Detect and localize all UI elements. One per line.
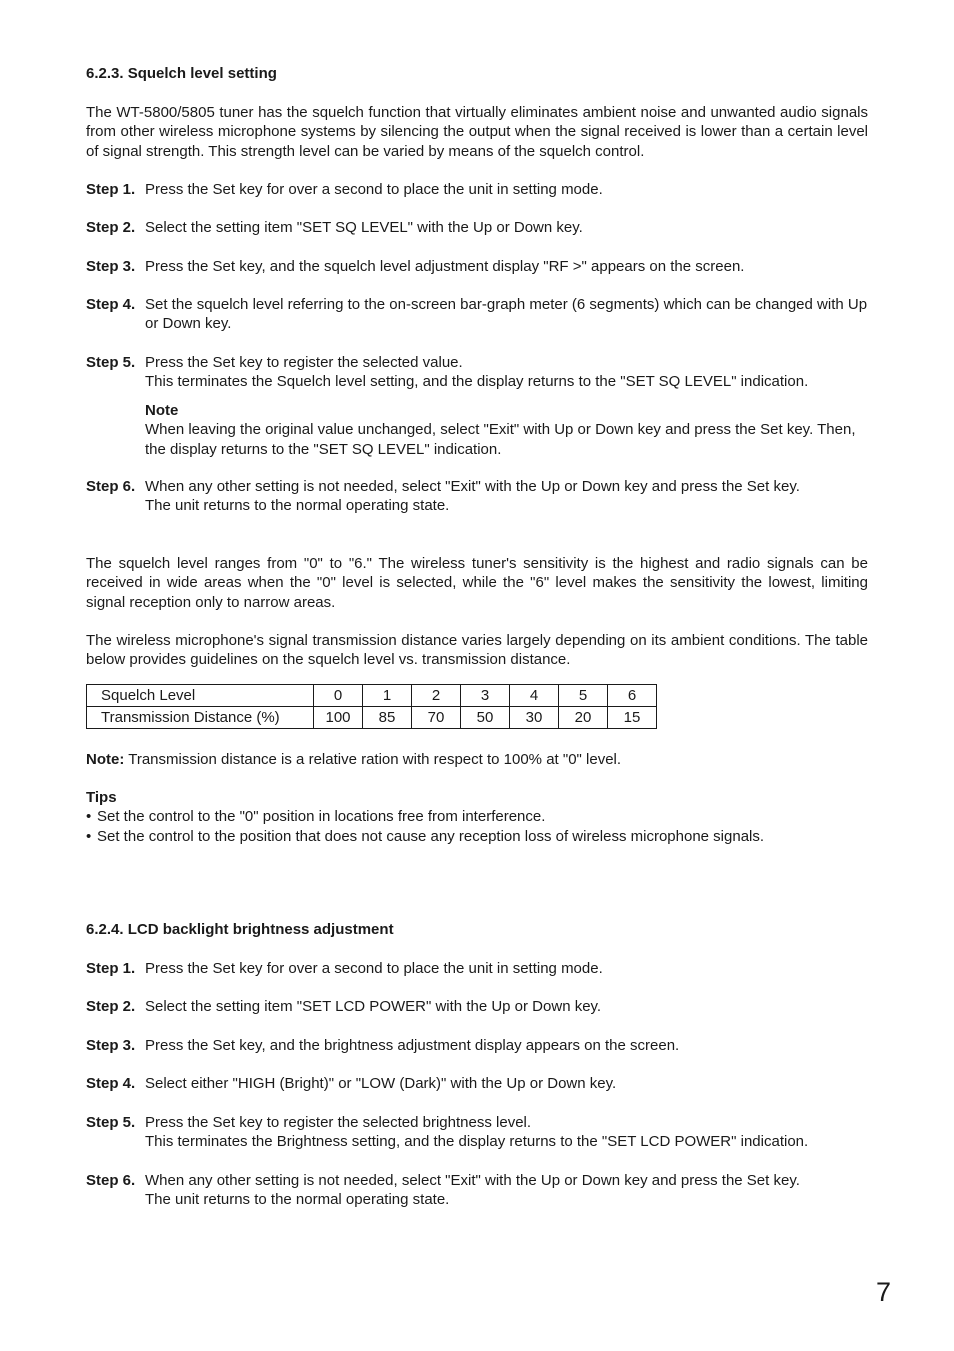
step-label: Step 6. [86, 1172, 136, 1189]
lcd-step-1 [86, 959, 876, 978]
step-text: Press the Set key for over a second to place the unit in setting mode. [145, 960, 603, 977]
bullet-icon: • [86, 808, 92, 826]
table-cell: 1 [363, 685, 412, 707]
page-number: 7 [876, 1277, 892, 1307]
row-label-transmission-distance: Transmission Distance (%) [87, 707, 314, 729]
distance-paragraph: The wireless microphone's signal transmission distance varies largely depending on its ambient conditions. The table below provides guidelines on the squelch level vs. transmission distance. [86, 632, 868, 669]
step-label: Step 4. [86, 296, 136, 313]
squelch-step-3 [86, 257, 876, 276]
row-label-squelch-level: Squelch Level [87, 685, 314, 707]
lcd-step-6 [86, 1171, 876, 1210]
step-text: Press the Set key to register the selected value. [145, 354, 463, 371]
lcd-step-2 [86, 997, 876, 1016]
step-text: Press the Set key, and the brightness adjustment display appears on the screen. [145, 1037, 680, 1054]
tips-item-text: Set the control to the position that does not cause any reception loss of wireless microphone signals. [97, 827, 765, 845]
tips-item [86, 827, 876, 846]
squelch-step-5 [86, 353, 876, 392]
tips-block [86, 788, 876, 846]
squelch-intro-paragraph: The WT-5800/5805 tuner has the squelch function that virtually eliminates ambient noise and unwanted audio signals from other wireless microphone systems by silencing the output when the signal received is lower than a certain level of signal strength. This strength level can be varied by means of the squelch control. [86, 104, 868, 160]
squelch-step-2 [86, 218, 876, 237]
bullet-icon: • [86, 827, 92, 845]
step-label: Step 2. [86, 998, 136, 1015]
table-cell: 0 [314, 685, 363, 707]
step-text: When any other setting is not needed, select "Exit" with the Up or Down key and press the Set key. [145, 478, 800, 495]
step-label: Step 1. [86, 960, 136, 977]
tips-title: Tips [86, 789, 117, 806]
step-label: Step 6. [86, 478, 136, 495]
table-cell: 100 [314, 707, 363, 729]
table-cell: 5 [559, 685, 608, 707]
step-text: The unit returns to the normal operating state. [145, 1191, 450, 1209]
table-cell: 30 [510, 707, 559, 729]
tips-item [86, 807, 876, 826]
squelch-distance-table [86, 684, 657, 729]
step-text: Press the Set key for over a second to place the unit in setting mode. [145, 181, 603, 198]
squelch-step-1 [86, 180, 876, 199]
squelch-note [145, 401, 875, 459]
step-text: Press the Set key to register the selected brightness level. [145, 1114, 532, 1131]
table-cell: 15 [608, 707, 657, 729]
table-cell: 2 [412, 685, 461, 707]
step-text: Select the setting item "SET LCD POWER" with the Up or Down key. [145, 998, 602, 1015]
table-cell: 6 [608, 685, 657, 707]
table-note-text: Transmission distance is a relative ration with respect to 100% at "0" level. [124, 751, 622, 768]
table-row [87, 707, 657, 729]
note-text: When leaving the original value unchanged, select "Exit" with Up or Down key and press the Set key. Then, the display returns to the "SET SQ LEVEL" indication. [145, 421, 856, 458]
note-title: Note [145, 402, 179, 419]
step-label: Step 4. [86, 1075, 136, 1092]
table-cell: 85 [363, 707, 412, 729]
step-text: Set the squelch level referring to the on-screen bar-graph meter (6 segments) which can be changed with Up or Down key. [145, 296, 868, 333]
squelch-range-paragraph: The squelch level ranges from "0" to "6." The wireless tuner's sensitivity is the highest and radio signals can be received in wide areas when the "0" level is selected, while the "6" level makes the sensitivity the lowest, limiting signal reception only to narrow areas. [86, 555, 868, 611]
squelch-step-6 [86, 477, 876, 516]
table-row [87, 685, 657, 707]
table-cell: 4 [510, 685, 559, 707]
section-heading-squelch: 6.2.3. Squelch level setting [86, 65, 277, 82]
step-text: Select either "HIGH (Bright)" or "LOW (Dark)" with the Up or Down key. [145, 1075, 617, 1092]
step-label: Step 3. [86, 258, 136, 275]
step-text: This terminates the Brightness setting, and the display returns to the "SET LCD POWER" indication. [145, 1133, 809, 1151]
table-note-label: Note: [86, 751, 125, 768]
section-heading-lcd-backlight: 6.2.4. LCD backlight brightness adjustment [86, 921, 394, 938]
table-cell: 20 [559, 707, 608, 729]
step-label: Step 3. [86, 1037, 136, 1054]
step-text: The unit returns to the normal operating state. [145, 497, 450, 515]
table-cell: 50 [461, 707, 510, 729]
table-cell: 70 [412, 707, 461, 729]
step-text: This terminates the Squelch level setting, and the display returns to the "SET SQ LEVEL" indication. [145, 373, 809, 391]
step-text: Press the Set key, and the squelch level adjustment display "RF >" appears on the screen. [145, 258, 745, 275]
step-text: Select the setting item "SET SQ LEVEL" with the Up or Down key. [145, 219, 583, 236]
tips-item-text: Set the control to the "0" position in locations free from interference. [97, 808, 546, 826]
table-note [86, 750, 868, 769]
step-label: Step 2. [86, 219, 136, 236]
step-label: Step 5. [86, 1114, 136, 1131]
step-label: Step 1. [86, 181, 136, 198]
table-cell: 3 [461, 685, 510, 707]
lcd-step-3 [86, 1036, 876, 1055]
lcd-step-5 [86, 1113, 876, 1152]
squelch-step-4 [86, 295, 876, 334]
step-label: Step 5. [86, 354, 136, 371]
lcd-step-4 [86, 1074, 876, 1093]
step-text: When any other setting is not needed, select "Exit" with the Up or Down key and press the Set key. [145, 1172, 800, 1189]
